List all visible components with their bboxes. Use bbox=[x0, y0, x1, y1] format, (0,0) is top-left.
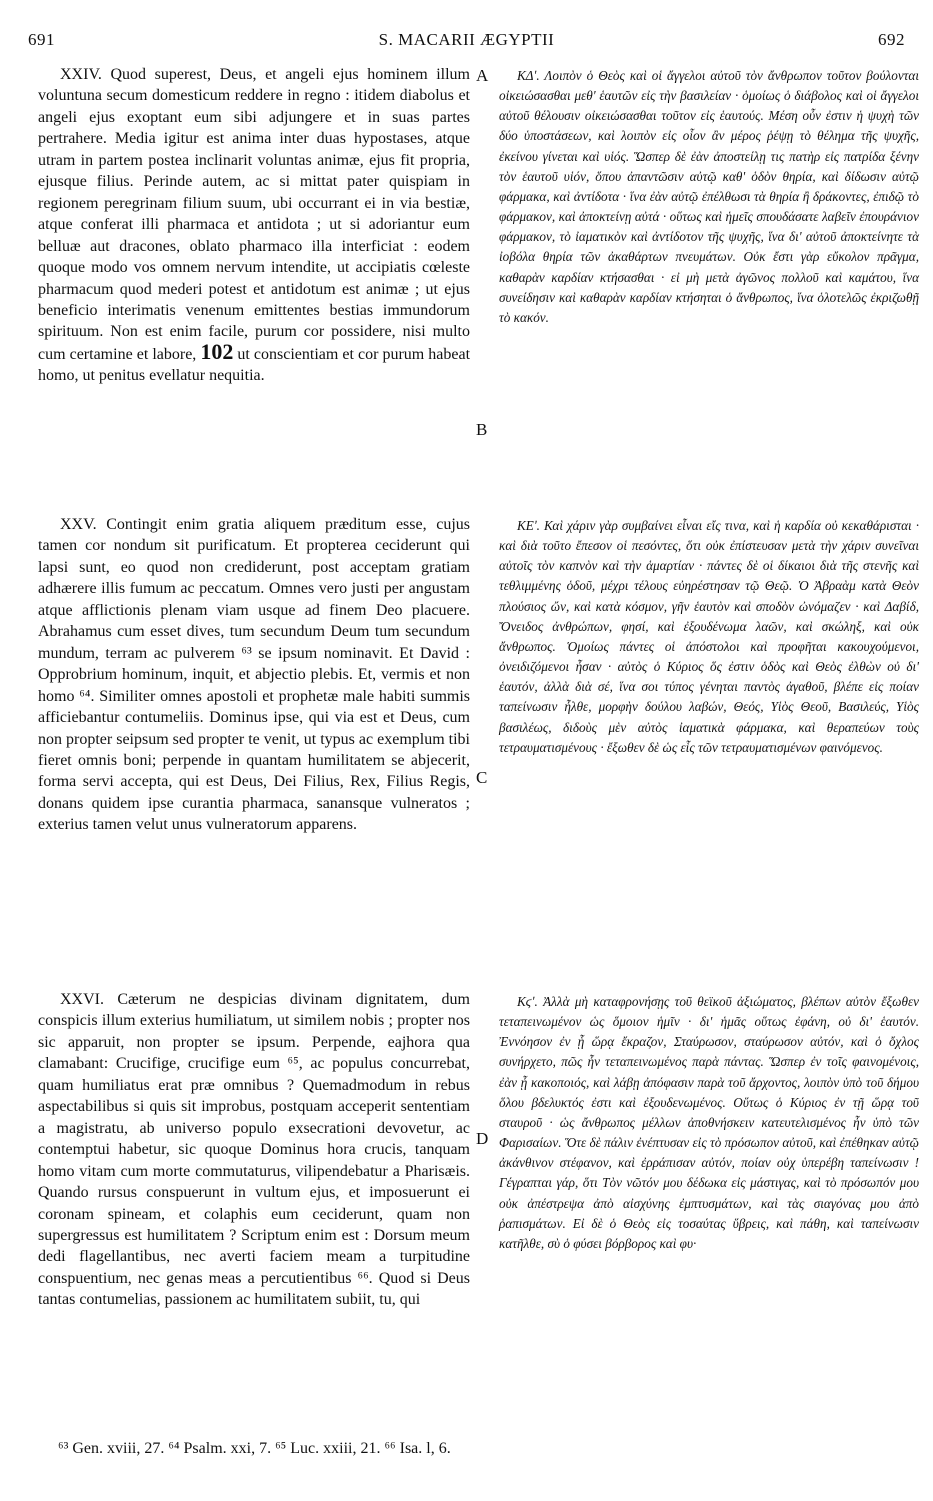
margin-marker-a: A bbox=[476, 66, 489, 85]
page-number-marker: 102 bbox=[200, 338, 234, 364]
latin-paragraph-25: XXV. Contingit enim gratia aliquem præditum esse, cujus tamen cor nondum sit purificatum. Et propterea ceciderunt qui lapsi sunt, eo quod non crediderunt, post acceptam gratiam adhærere illis fumum ac peccatum. Omnes vero justi per angustam atque afflictionis plenam viam usque ad finem Deo placuere. Abrahamus cum esset dives, tum secundum Deum tum secundum mundum, terram ac pulverem ⁶³ se ipsum nominavit. Et David : Opprobrium hominum, inquit, et abjectio plebis. Et, vermis et non homo ⁶⁴. Similiter omnes apostoli et prophetæ male habiti summis afficiebantur contumeliis. Dominus ipse, qui via est et Deus, cum non propter seipsum sed propter te venit, ut typus ac exemplum tibi fieret omnis boni; perpende in quantam humilitatem se abjecerit, forma servi accepta, qui est Deus, Dei Filius, Rex, Filius Regis, donans quidem ipse curantia pharmaca, sanansque vulneratos ; exterius tamen velut unus vulneratorum apparens. bbox=[38, 516, 470, 834]
latin-paragraph-26: XXVI. Cæterum ne despicias divinam dignitatem, dum conspicis illum exterius humiliatum, ut similem nobis ; propter nos sic apparuit, non propter se ipsum. Perpende, eajhora qua clamabant: Crucifige, crucifige eum ⁶⁵, ac populus concurrebat, quam humiliatus erat præ omnibus ? Quemadmodum in rebus aspectabilibus si quis sit improbus, postquam acceperit sententiam a magistratu, ab universo populo exsecrationi devovetur, ac contemptui habetur, sic quoque Dominus hora crucis, tanquam homo vitam cum morte commutaturus, vilipendebatur a Pharisæis. Quando rursus conspuerunt in vultum ejus, et imposuerunt ei coronam spineam, et colaphis eum ceciderunt, quam non supergressus est humilitatem ? Scriptum enim est : Dorsum meum dedi flagellantibus, nec averti faciem meam a turpitudine conspuentium, nec genas meas a percutientibus ⁶⁶. Quod si Deus tantas contumelias, passionem ac humilitatem subiit, tu, qui bbox=[38, 991, 470, 1309]
latin-paragraph-24-end: ut conscientiam et cor purum habeat homo, ut penitus evellatur nequitia. bbox=[38, 345, 471, 385]
margin-marker-d: D bbox=[476, 1129, 489, 1148]
latin-paragraph-24 bbox=[38, 64, 470, 387]
margin-marker-b: B bbox=[476, 420, 488, 439]
greek-paragraph-25: ΚΕʹ. Καὶ χάριν γὰρ συμβαίνει εἶναι εἴς τινα, καὶ ἡ καρδία οὐ κεκαθάρισται · καὶ διὰ τοῦτο ἔπεσον οἱ πεσόντες, ὅτι οὐκ ἐπίστευσαν μετὰ τὴν χάριν συνεῖναι αὐτοῖς τὸν καπνὸν καὶ τὴν ἁμαρτίαν · πάντες δὲ οἱ δίκαιοι διὰ τῆς στενῆς καὶ τεθλιμμένης ὁδοῦ, μέχρι τέλους εὐηρέστησαν τῷ Θεῷ. Ὁ Ἀβραὰμ κατὰ Θεὸν πλούσιος ὤν, καὶ κατὰ κόσμον, γῆν ἑαυτὸν καὶ σποδὸν ὠνόμαζεν · καὶ Δαβίδ, Ὄνειδος ἀνθρώπων, φησί, καὶ ἐξουδένωμα λαῶν, καὶ σκώληξ, καὶ οὐκ ἄνθρωπος. Ὁμοίως πάντες οἱ ἀπόστολοι καὶ προφῆται κακουχούμενοι, ὀνειδιζόμενοι ἦσαν · αὐτὸς ὁ Κύριος ὅς ἐστιν ὁδὸς καὶ Θεὸς ἐλθὼν οὐ δι' ἑαυτόν, ἀλλὰ διὰ σέ, ἵνα σοι τύπος γένηται παντὸς ἀγαθοῦ, βλέπε εἰς ποίαν ταπείνωσιν ἦλθε, μορφὴν δούλου λαβών, Θεός, Υἱὸς Θεοῦ, Βασιλεύς, Υἱὸς βασιλέως, διδοὺς μὲν αὐτὸς ἰαματικὰ φάρμακα, καὶ θεραπεύων τοὺς τετραυματισμένους · ἔξωθεν δὲ ὡς εἷς τῶν τετραυματισμένων φαινόμενος. bbox=[499, 518, 919, 755]
latin-paragraph-24-text: XXIV. Quod superest, Deus, et angeli ejus hominem illum voluntuna secum domesticum reddere in regno : itidem diabolus et angeli ejus exoptant eum sibi adjungere et in suas partes pertrahere. Media igitur est anima inter duas hypostases, atque utram in partem postea inclinarit voluntas animæ, ejus fit propria, ejusque filius. Perinde autem, ac si mittat pater quispiam in regionem peregrinam filium suum, ubi occurrant ei in via bestiæ, atque conferat illi pharmaca et antidota ; ut si adoriantur eum belluæ aut dracones, oblato pharmaco illa interficiat : eodem quoque modo vos omnem nervum intendite, ut accipiatis cœleste pharmacum quod mederi potest et antidotum est animæ ; ut ejus beneficio interimatis venenum emittentes bestias immundorum spirituum. Non est enim facile, purum cor possidere, nisi multo cum certamine et labore, bbox=[38, 66, 470, 363]
page-number-right: 692 bbox=[878, 30, 905, 49]
greek-paragraph-24: ΚΔʹ. Λοιπὸν ὁ Θεὸς καὶ οἱ ἄγγελοι αὐτοῦ τὸν ἄνθρωπον τοῦτον βούλονται οἰκειώσασθαι μεθ' ἑαυτῶν εἰς τὴν βασιλείαν · ὁμοίως ὁ διάβολος καὶ οἱ ἄγγελοι αὐτοῦ θέλουσιν οἰκειώσασθαι τοῦτον εἰς ἑαυτούς. Μέση οὖν ἐστιν ἡ ψυχὴ τῶν δύο ὑποστάσεων, καὶ λοιπὸν εἰς οἷον ἂν μέρος ῥέψῃ τὸ θέλημα τῆς ψυχῆς, ἐκείνου γίνεται καὶ υἱός. Ὥσπερ δὲ ἐὰν ἀποστείλῃ τις πατὴρ εἰς πατρίδα ξένην τὸν ἑαυτοῦ υἱόν, ὅπου ἀπαντῶσιν αὐτῷ καθ' ὁδὸν θηρία, καὶ δίδωσιν αὐτῷ φάρμακα, καὶ ἀντίδοτα · ἵνα ἐὰν αὐτῷ ἐπέλθωσι τὰ θηρία ἢ δράκοντες, ἐπιδῷ τὸ φάρμακον, καὶ ἀποκτείνῃ αὐτά · οὕτως καὶ ἡμεῖς σπουδάσατε λαβεῖν ἐπουράνιον φάρμακον, τὸ ἰαματικὸν καὶ ἀντίδοτον τῆς ψυχῆς, ἵνα δι' αὐτοῦ ἀποκτείνητε τὰ ἰοβόλα θηρία τῶν ἀκαθάρτων πνευμάτων. Οὐκ ἔστι γὰρ εὔκολον πρᾶγμα, καθαρὰν καρδίαν κτήσασθαι · εἰ μὴ μετὰ ἀγῶνος πολλοῦ καὶ καμάτου, ἵνα συνείδησιν καὶ καθαρὰν καρδίαν κτήσηται ὁ ἄνθρωπος, ἵνα ὁλοτελῶς ἐκριζωθῇ τὸ κακόν. bbox=[499, 68, 919, 325]
running-title: S. MACARII ÆGYPTII bbox=[378, 30, 555, 49]
greek-paragraph-26: Κϛʹ. Ἀλλὰ μὴ καταφρονήσῃς τοῦ θεϊκοῦ ἀξιώματος, βλέπων αὐτὸν ἔξωθεν τεταπεινωμένον ὡς ὅμοιον ἡμῖν · δι' ἡμᾶς οὕτως ἐφάνη, οὐ δι' ἑαυτόν. Ἐννόησον ἐν ᾗ ὥρᾳ ἔκραζον, Σταύρωσον, σταύρωσον αὐτόν, καὶ ὁ ὄχλος συνήρχετο, πῶς ἦν τεταπεινωμένος παρὰ πάντας. Ὥσπερ ἐν τοῖς φαινομένοις, ἐὰν ᾖ κακοποιός, καὶ λάβῃ ἀπόφασιν παρὰ τοῦ ἄρχοντος, λοιπὸν ὑπὸ τοῦ δήμου ὅλου βδελυκτός ἐστι καὶ ἐξουδενωμένος. Οὕτως ὁ Κύριος ἐν τῇ ὥρᾳ τοῦ σταυροῦ · ὡς ἄνθρωπος μέλλων ἀποθνήσκειν κατευτελισμένος ἦν ὑπὸ τῶν Φαρισαίων. Ὅτε δὲ πάλιν ἐνέπτυσαν εἰς τὸ πρόσωπον αὐτοῦ, καὶ ἐπέθηκαν αὐτῷ ἀκάνθινον στέφανον, καὶ ἐρράπισαν αὐτόν, ποίαν οὐχ ὑπερέβη ταπείνωσιν ! Γέγραπται γάρ, ὅτι Τὸν νῶτόν μου δέδωκα εἰς μάστιγας, καὶ τὸ πρόσωπόν μου οὐκ ἀπέστρεψα ἀπὸ αἰσχύνης ἐμπτυσμάτων, καὶ τὰς σιαγόνας μου ἀπὸ ῥαπισμάτων. Εἰ δὲ ὁ Θεὸς εἰς τοσαύτας ὕβρεις, καὶ πάθη, καὶ ταπείνωσιν κατῆλθε, σὺ ὁ φύσει βόρβορος καὶ φυ· bbox=[499, 994, 919, 1251]
margin-marker-c: C bbox=[476, 768, 488, 787]
page-number-left: 691 bbox=[28, 30, 55, 49]
footnotes: ⁶³ Gen. xviii, 27. ⁶⁴ Psalm. xxi, 7. ⁶⁵ Luc. xxiii, 21. ⁶⁶ Isa. l, 6. bbox=[58, 1440, 451, 1457]
